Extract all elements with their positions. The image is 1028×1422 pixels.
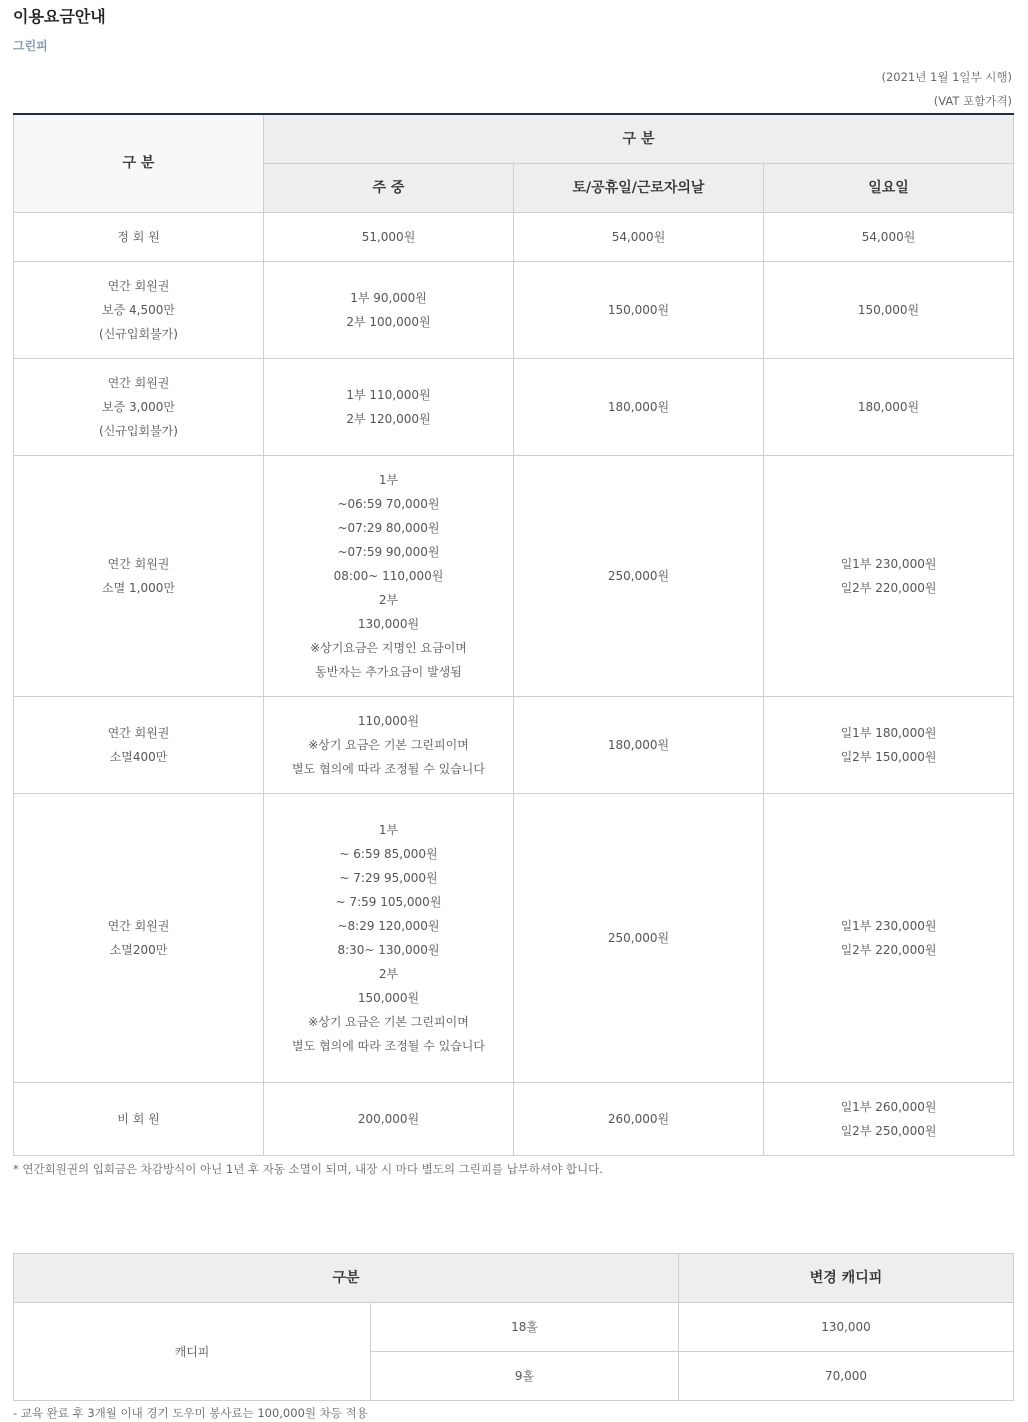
- fee-cell-saturday: [514, 1082, 764, 1155]
- fee-cell-weekday: [264, 793, 514, 1082]
- fee-row: [14, 358, 1014, 455]
- fee-cell-weekday: [264, 1082, 514, 1155]
- fee-cell-category: [14, 212, 264, 261]
- fee-row: [14, 261, 1014, 358]
- fee-cell-line: 150,000원: [357, 990, 420, 1005]
- fee-cell-category: [14, 793, 264, 1082]
- caddie-footnote: - 교육 완료 후 3개월 이내 경기 도우미 봉사료는 100,000원 차등 적용: [13, 1406, 368, 1420]
- fee-cell-weekday: [264, 358, 514, 455]
- fee-cell-line: 연간 회원권: [107, 556, 170, 571]
- fee-cell-line: 180,000원: [607, 737, 670, 752]
- fee-cell-line: ※상기요금은 지명인 요금이며: [310, 640, 467, 655]
- fee-cell-category: [14, 696, 264, 793]
- fee-cell-saturday: [514, 212, 764, 261]
- fee-cell-line: 일2부 250,000원: [840, 1123, 937, 1138]
- fee-cell-line: 보증 4,500만: [102, 302, 175, 317]
- fee-cell-sunday: [764, 358, 1014, 455]
- fee-cell-line: ~8:29 120,000원: [337, 918, 440, 933]
- fee-cell-weekday: [264, 455, 514, 696]
- fee-cell-line: ~07:59 90,000원: [337, 544, 440, 559]
- fee-cell-line: 일1부 180,000원: [840, 725, 937, 740]
- fee-cell-line: 180,000원: [857, 399, 920, 414]
- fee-cell-line: 54,000원: [611, 229, 666, 244]
- fee-cell-line: 150,000원: [857, 302, 920, 317]
- fee-cell-line: (신규입회불가): [99, 326, 178, 341]
- fee-cell-line: 130,000원: [357, 616, 420, 631]
- fee-cell-line: ~ 7:59 105,000원: [335, 894, 442, 909]
- fee-cell-line: 180,000원: [607, 399, 670, 414]
- fee-cell-sunday: [764, 1082, 1014, 1155]
- fee-cell-line: 51,000원: [361, 229, 416, 244]
- header-group: 구 분: [264, 114, 1014, 163]
- fee-cell-line: 일1부 230,000원: [840, 918, 937, 933]
- fee-cell-line: 연간 회원권: [107, 725, 170, 740]
- fee-cell-sunday: [764, 455, 1014, 696]
- header-category: 구 분: [14, 114, 264, 212]
- fee-row: [14, 455, 1014, 696]
- fee-cell-line: 2부: [378, 592, 399, 607]
- fee-cell-category: [14, 261, 264, 358]
- header-saturday-holiday: 토/공휴일/근로자의날: [514, 163, 764, 212]
- caddie-header-fee: 변경 캐디피: [679, 1254, 1014, 1303]
- fee-cell-line: 소멸200만: [109, 942, 168, 957]
- fee-cell-line: 08:00~ 110,000원: [333, 568, 444, 583]
- fee-cell-line: 150,000원: [607, 302, 670, 317]
- fee-cell-weekday: [264, 212, 514, 261]
- caddie-fee-9: 70,000: [679, 1352, 1014, 1401]
- fee-cell-category: [14, 455, 264, 696]
- caddie-row-label: 캐디피: [14, 1303, 371, 1401]
- fee-cell-line: ~07:29 80,000원: [337, 520, 440, 535]
- fee-cell-line: 소멸400만: [109, 749, 168, 764]
- fee-cell-line: 보증 3,000만: [102, 399, 175, 414]
- fee-row: [14, 212, 1014, 261]
- fee-cell-line: ~ 7:29 95,000원: [339, 870, 438, 885]
- fee-cell-line: 1부: [378, 472, 399, 487]
- effective-date-note: (2021년 1월 1일부 시행): [881, 70, 1012, 84]
- fee-cell-sunday: [764, 212, 1014, 261]
- fee-cell-line: 1부: [378, 822, 399, 837]
- fee-cell-line: 1부 110,000원: [346, 387, 431, 402]
- fee-cell-line: 동반자는 추가요금이 발생됨: [315, 664, 462, 679]
- fee-cell-saturday: [514, 261, 764, 358]
- fee-cell-line: 비 회 원: [117, 1111, 160, 1126]
- fee-cell-line: (신규입회불가): [99, 423, 178, 438]
- fee-cell-saturday: [514, 696, 764, 793]
- fee-cell-line: 8:30~ 130,000원: [337, 942, 440, 957]
- fee-cell-weekday: [264, 261, 514, 358]
- caddie-fee-table: [13, 1253, 1014, 1401]
- fee-table-body: [14, 212, 1014, 1155]
- fee-cell-line: 일1부 230,000원: [840, 556, 937, 571]
- fee-cell-line: 260,000원: [607, 1111, 670, 1126]
- fee-cell-line: ※상기 요금은 기본 그린피이며: [308, 1014, 469, 1029]
- fee-cell-line: 200,000원: [357, 1111, 420, 1126]
- fee-cell-line: 일2부 220,000원: [840, 580, 937, 595]
- fee-cell-line: 250,000원: [607, 930, 670, 945]
- fee-cell-weekday: [264, 696, 514, 793]
- section-subtitle: 그린피: [13, 39, 48, 53]
- fee-cell-line: 별도 협의에 따라 조정될 수 있습니다: [292, 1038, 485, 1053]
- fee-cell-line: 250,000원: [607, 568, 670, 583]
- caddie-header-category: 구분: [14, 1254, 679, 1303]
- fee-cell-line: 2부 100,000원: [346, 314, 431, 329]
- caddie-fee-18: 130,000: [679, 1303, 1014, 1352]
- fee-cell-line: 정 회 원: [117, 229, 160, 244]
- fee-cell-line: 연간 회원권: [107, 375, 170, 390]
- fee-cell-line: 2부: [378, 966, 399, 981]
- fee-cell-saturday: [514, 793, 764, 1082]
- fee-cell-line: 54,000원: [861, 229, 916, 244]
- fee-row: [14, 1082, 1014, 1155]
- fee-cell-sunday: [764, 793, 1014, 1082]
- fee-row: [14, 696, 1014, 793]
- fee-cell-line: 별도 협의에 따라 조정될 수 있습니다: [292, 761, 485, 776]
- fee-cell-sunday: [764, 696, 1014, 793]
- vat-note: (VAT 포함가격): [933, 94, 1012, 108]
- fee-cell-saturday: [514, 358, 764, 455]
- fee-cell-line: 연간 회원권: [107, 918, 170, 933]
- page-title: 이용요금안내: [13, 7, 106, 26]
- membership-footnote: * 연간회원권의 입회금은 차감방식이 아닌 1년 후 자동 소멸이 되며, 내장 시 마다 별도의 그린피를 납부하셔야 합니다.: [13, 1162, 603, 1176]
- fee-cell-category: [14, 358, 264, 455]
- green-fee-table: [13, 113, 1014, 1156]
- fee-cell-line: 110,000원: [357, 713, 420, 728]
- fee-cell-saturday: [514, 455, 764, 696]
- fee-cell-sunday: [764, 261, 1014, 358]
- header-weekday: 주 중: [264, 163, 514, 212]
- fee-cell-line: 일2부 220,000원: [840, 942, 937, 957]
- fee-cell-line: 소멸 1,000만: [102, 580, 175, 595]
- fee-cell-line: ~06:59 70,000원: [337, 496, 440, 511]
- fee-cell-line: 일1부 260,000원: [840, 1099, 937, 1114]
- fee-cell-line: 일2부 150,000원: [840, 749, 937, 764]
- fee-cell-line: 2부 120,000원: [346, 411, 431, 426]
- fee-cell-line: ~ 6:59 85,000원: [339, 846, 438, 861]
- fee-cell-line: ※상기 요금은 기본 그린피이며: [308, 737, 469, 752]
- fee-cell-category: [14, 1082, 264, 1155]
- caddie-holes-9: 9홀: [371, 1352, 679, 1401]
- fee-row: [14, 793, 1014, 1082]
- fee-cell-line: 1부 90,000원: [350, 290, 427, 305]
- header-sunday: 일요일: [764, 163, 1014, 212]
- fee-cell-line: 연간 회원권: [107, 278, 170, 293]
- caddie-holes-18: 18홀: [371, 1303, 679, 1352]
